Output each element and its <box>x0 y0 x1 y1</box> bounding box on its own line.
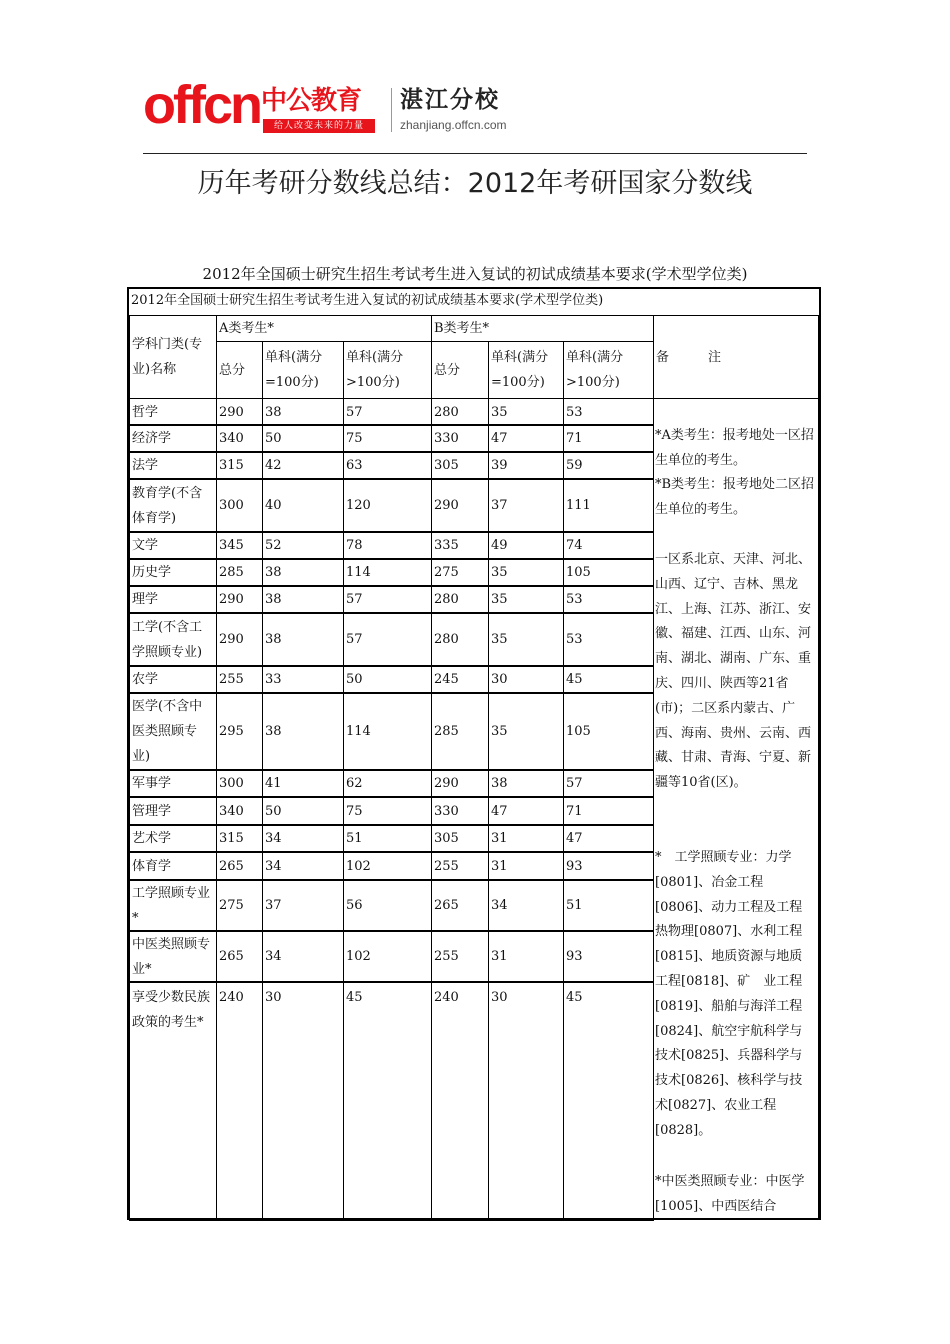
cell-subject: 体育学 <box>129 851 217 881</box>
cell-a-single-100: 38 <box>262 398 344 426</box>
cell-b-single-over100: 93 <box>563 851 654 881</box>
cell-b-single-over100: 71 <box>563 796 654 826</box>
cell-subject: 法学 <box>129 451 217 480</box>
note-a-def: *A类考生：报考地处一区招生单位的考生。 <box>655 428 814 468</box>
cell-subject: 工学(不含工学照顾专业) <box>129 612 217 667</box>
cell-b-single-over100: 71 <box>563 424 654 453</box>
cell-subject: 艺术学 <box>129 824 217 853</box>
cell-subject: 历史学 <box>129 558 217 587</box>
cell-subject: 哲学 <box>129 398 217 426</box>
cell-a-total: 295 <box>216 692 263 771</box>
cell-b-single-100: 30 <box>488 981 564 1221</box>
cell-a-total: 315 <box>216 451 263 480</box>
header-b-total: 总分 <box>431 341 489 399</box>
cell-a-single-over100: 102 <box>343 851 432 881</box>
cell-b-single-over100: 93 <box>563 930 654 983</box>
cell-a-single-100: 50 <box>262 796 344 826</box>
cell-a-single-over100: 51 <box>343 824 432 853</box>
cell-a-total: 255 <box>216 665 263 694</box>
cell-b-single-over100: 105 <box>563 558 654 587</box>
cell-a-total: 300 <box>216 769 263 798</box>
cell-b-single-100: 34 <box>488 879 564 932</box>
cell-b-single-100: 35 <box>488 692 564 771</box>
table-title: 2012年全国硕士研究生招生考试考生进入复试的初试成绩基本要求(学术型学位类) <box>131 293 604 308</box>
cell-b-single-100: 35 <box>488 585 564 614</box>
cell-b-total: 240 <box>431 981 489 1221</box>
cell-b-single-100: 31 <box>488 851 564 881</box>
cell-a-single-100: 37 <box>262 879 344 932</box>
cell-a-single-over100: 45 <box>343 981 432 1221</box>
header-remarks <box>653 315 819 399</box>
cell-a-single-over100: 120 <box>343 478 432 533</box>
cell-b-total: 255 <box>431 851 489 881</box>
cell-b-single-100: 31 <box>488 930 564 983</box>
cell-a-single-over100: 75 <box>343 796 432 826</box>
page-title: 历年考研分数线总结：2012年考研国家分数线 <box>197 168 753 199</box>
cell-a-single-over100: 56 <box>343 879 432 932</box>
cell-subject: 军事学 <box>129 769 217 798</box>
cell-b-total: 275 <box>431 558 489 587</box>
cell-a-single-over100: 50 <box>343 665 432 694</box>
cell-a-total: 275 <box>216 879 263 932</box>
header-a-single-100: 单科(满分=100分) <box>262 341 344 399</box>
cell-b-total: 330 <box>431 796 489 826</box>
cell-subject: 工学照顾专业* <box>129 879 217 932</box>
cell-b-single-100: 39 <box>488 451 564 480</box>
cell-a-single-over100: 57 <box>343 585 432 614</box>
table-caption: 2012年全国硕士研究生招生考试考生进入复试的初试成绩基本要求(学术型学位类) <box>202 265 748 283</box>
cell-b-total: 285 <box>431 692 489 771</box>
cell-b-single-100: 35 <box>488 558 564 587</box>
cell-b-single-over100: 57 <box>563 769 654 798</box>
cell-b-single-over100: 53 <box>563 612 654 667</box>
cell-subject: 管理学 <box>129 796 217 826</box>
cell-a-total: 315 <box>216 824 263 853</box>
cell-a-single-100: 38 <box>262 585 344 614</box>
header-remarks-label: 备 注 <box>656 349 722 365</box>
cell-subject: 文学 <box>129 531 217 560</box>
cell-b-single-100: 49 <box>488 531 564 560</box>
cell-a-single-over100: 78 <box>343 531 432 560</box>
cell-b-single-over100: 59 <box>563 451 654 480</box>
note-b-def: *B类考生：报考地处二区招生单位的考生。 <box>655 477 815 517</box>
cell-a-single-100: 50 <box>262 424 344 453</box>
cell-subject: 医学(不含中医类照顾专业) <box>129 692 217 771</box>
cell-a-single-100: 52 <box>262 531 344 560</box>
header-group-a: A类考生* <box>216 315 432 342</box>
cell-b-single-over100: 53 <box>563 398 654 426</box>
cell-b-single-over100: 51 <box>563 879 654 932</box>
cell-a-total: 290 <box>216 612 263 667</box>
cell-a-single-100: 34 <box>262 851 344 881</box>
cell-b-single-100: 38 <box>488 769 564 798</box>
cell-a-total: 265 <box>216 930 263 983</box>
cell-b-total: 330 <box>431 424 489 453</box>
cell-a-single-100: 30 <box>262 981 344 1221</box>
cell-b-total: 305 <box>431 824 489 853</box>
note-engineering: * 工学照顾专业：力学[0801]、冶金工程[0806]、动力工程及工程热物理[0807]、水利工程[0815]、地质资源与地质工程[0818]、矿 业工程[0819]、船舶与海洋工程[0824]、航空宇航科学与技术[0825]、兵器科学与技术[0826]、核科学与技术[0827]、农业工程 [0828]。 <box>655 850 803 1138</box>
cell-a-total: 290 <box>216 585 263 614</box>
cell-b-single-100: 47 <box>488 796 564 826</box>
cell-a-single-100: 38 <box>262 612 344 667</box>
cell-a-single-over100: 114 <box>343 692 432 771</box>
cell-b-total: 290 <box>431 769 489 798</box>
header-b-single-over100: 单科(满分>100分) <box>563 341 654 399</box>
cell-b-single-over100: 111 <box>563 478 654 533</box>
cell-b-total: 280 <box>431 585 489 614</box>
cell-a-total: 345 <box>216 531 263 560</box>
header-subject: 学科门类(专业)名称 <box>129 315 217 399</box>
cell-a-single-100: 33 <box>262 665 344 694</box>
cell-b-total: 280 <box>431 612 489 667</box>
cell-a-total: 285 <box>216 558 263 587</box>
cell-a-single-over100: 57 <box>343 398 432 426</box>
cell-a-single-over100: 102 <box>343 930 432 983</box>
cell-b-single-over100: 47 <box>563 824 654 853</box>
cell-subject: 中医类照顾专业* <box>129 930 217 983</box>
cell-a-single-over100: 62 <box>343 769 432 798</box>
cell-a-total: 340 <box>216 796 263 826</box>
cell-b-single-over100: 45 <box>563 665 654 694</box>
note-tcm: *中医类照顾专业：中医学[1005]、中西医结合 <box>655 1174 805 1214</box>
cell-b-total: 280 <box>431 398 489 426</box>
cell-subject: 理学 <box>129 585 217 614</box>
note-regions: 一区系北京、天津、河北、山西、辽宁、吉林、黑龙江、上海、江苏、浙江、安徽、福建、江西、山东、河南、湖北、湖南、广东、重庆、四川、陕西等21省(市)；二区系内蒙古、广西、海南、贵州、云南、西藏、甘肃、青海、宁夏、新疆等10省(区)。 <box>655 552 812 791</box>
cell-a-single-100: 40 <box>262 478 344 533</box>
logo-url: zhanjiang.offcn.com <box>400 118 507 132</box>
cell-subject: 农学 <box>129 665 217 694</box>
cell-a-single-over100: 75 <box>343 424 432 453</box>
cell-b-single-100: 35 <box>488 612 564 667</box>
cell-b-single-over100: 74 <box>563 531 654 560</box>
cell-a-single-100: 38 <box>262 692 344 771</box>
cell-subject: 享受少数民族政策的考生* <box>129 981 217 1221</box>
offcn-logo <box>143 72 523 142</box>
cell-b-total: 335 <box>431 531 489 560</box>
cell-a-single-100: 41 <box>262 769 344 798</box>
logo-divider <box>391 88 392 132</box>
header-rule <box>143 153 807 154</box>
cell-a-total: 240 <box>216 981 263 1221</box>
logo-slogan: 给人改变未来的力量 <box>263 119 375 133</box>
cell-b-single-over100: 105 <box>563 692 654 771</box>
cell-a-total: 290 <box>216 398 263 426</box>
logo-chinese-name: 中公教育 <box>261 86 362 116</box>
cell-a-single-over100: 63 <box>343 451 432 480</box>
cell-b-total: 290 <box>431 478 489 533</box>
cell-subject: 教育学(不含体育学) <box>129 478 217 533</box>
cell-b-single-over100: 53 <box>563 585 654 614</box>
header-b-single-100: 单科(满分=100分) <box>488 341 564 399</box>
cell-b-single-100: 37 <box>488 478 564 533</box>
cell-a-single-100: 34 <box>262 824 344 853</box>
cell-subject: 经济学 <box>129 424 217 453</box>
cell-b-total: 265 <box>431 879 489 932</box>
cell-b-single-100: 47 <box>488 424 564 453</box>
cell-a-total: 265 <box>216 851 263 881</box>
cell-a-single-100: 38 <box>262 558 344 587</box>
cell-a-total: 300 <box>216 478 263 533</box>
logo-wordmark: offcn <box>143 75 260 135</box>
cell-a-single-100: 34 <box>262 930 344 983</box>
cell-a-single-100: 42 <box>262 451 344 480</box>
cell-b-single-100: 31 <box>488 824 564 853</box>
cell-b-single-100: 30 <box>488 665 564 694</box>
cell-b-single-100: 35 <box>488 398 564 426</box>
cell-b-single-over100: 45 <box>563 981 654 1221</box>
cell-a-single-over100: 114 <box>343 558 432 587</box>
header-group-b: B类考生* <box>431 315 654 342</box>
cell-a-single-over100: 57 <box>343 612 432 667</box>
cell-b-total: 245 <box>431 665 489 694</box>
header-a-single-over100: 单科(满分>100分) <box>343 341 432 399</box>
logo-branch-name: 湛江分校 <box>400 87 500 113</box>
cell-b-total: 255 <box>431 930 489 983</box>
cell-a-total: 340 <box>216 424 263 453</box>
cell-b-total: 305 <box>431 451 489 480</box>
header-a-total: 总分 <box>216 341 263 399</box>
